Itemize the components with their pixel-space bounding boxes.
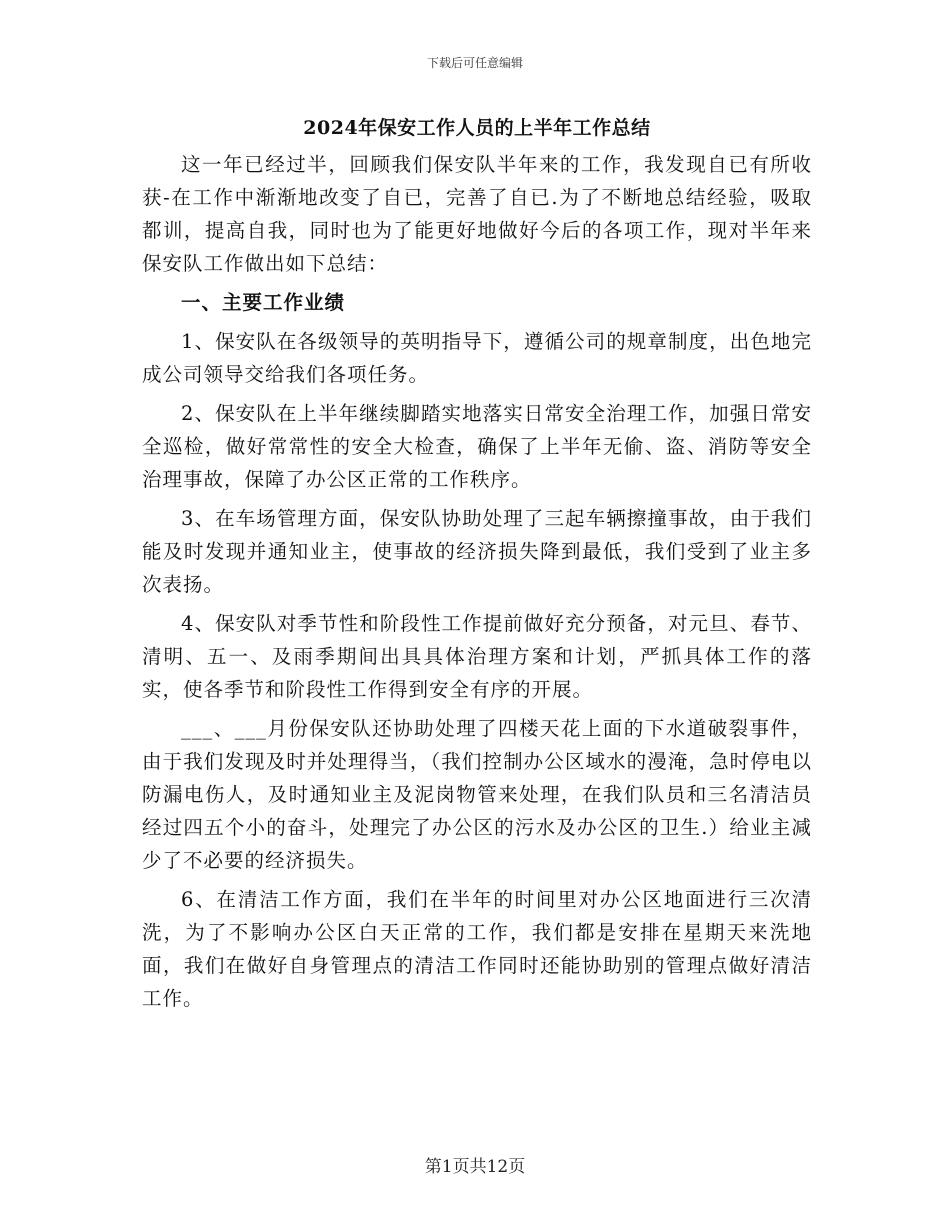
document-body [142,112,812,1021]
list-item: 3、在车场管理方面，保安队协助处理了三起车辆擦撞事故，由于我们能及时发现并通知业主，使事故的经济损失降到最低，我们受到了业主多次表扬。 [142,507,812,596]
page-number: 第1页共12页 [424,1157,526,1177]
list-item: 6、在清洁工作方面，我们在半年的时间里对办公区地面进行三次清洗，为了不影响办公区白天正常的工作，我们都是安排在星期天来洗地面，我们在做好自身管理点的清洁工作同时还能协助别的管理点做好清洁工作。 [142,888,812,1010]
header-note: 下载后可任意编辑 [426,56,523,70]
list-item: 1、保安队在各级领导的英明指导下，遵循公司的规章制度，出色地完成公司领导交给我们各项任务。 [142,330,812,386]
list-item: ___、___月份保安队还协助处理了四楼天花上面的下水道破裂事件，由于我们发现及时并处理得当，（我们控制办公区域水的漫淹，急时停电以防漏电伤人，及时通知业主及泥岗物管来处理，在我们队员和三名清洁员经过四五个小的奋斗，处理完了办公区的污水及办公区的卫生.）给业主减少了不必要的经济损失。 [142,717,812,872]
section-heading: 一、主要工作业绩 [181,291,346,314]
document-title: 2024年保安工作人员的上半年工作总结 [303,117,651,139]
intro-paragraph: 这一年已经过半，回顾我们保安队半年来的工作，我发现自已有所收获-在工作中渐渐地改变了自已，完善了自已.为了不断地总结经验，吸取都训，提高自我，同时也为了能更好地做好今后的各项工作，现对半年来保安队工作做出如下总结： [142,153,812,275]
list-item: 2、保安队在上半年继续脚踏实地落实日常安全治理工作，加强日常安全巡检，做好常常性的安全大检查，确保了上半年无偷、盗、消防等安全治理事故，保障了办公区正常的工作秩序。 [142,402,812,491]
list-item: 4、保安队对季节性和阶段性工作提前做好充分预备，对元旦、春节、清明、五一、及雨季期间出具具体治理方案和计划，严抓具体工作的落实，使各季节和阶段性工作得到安全有序的开展。 [142,612,812,701]
